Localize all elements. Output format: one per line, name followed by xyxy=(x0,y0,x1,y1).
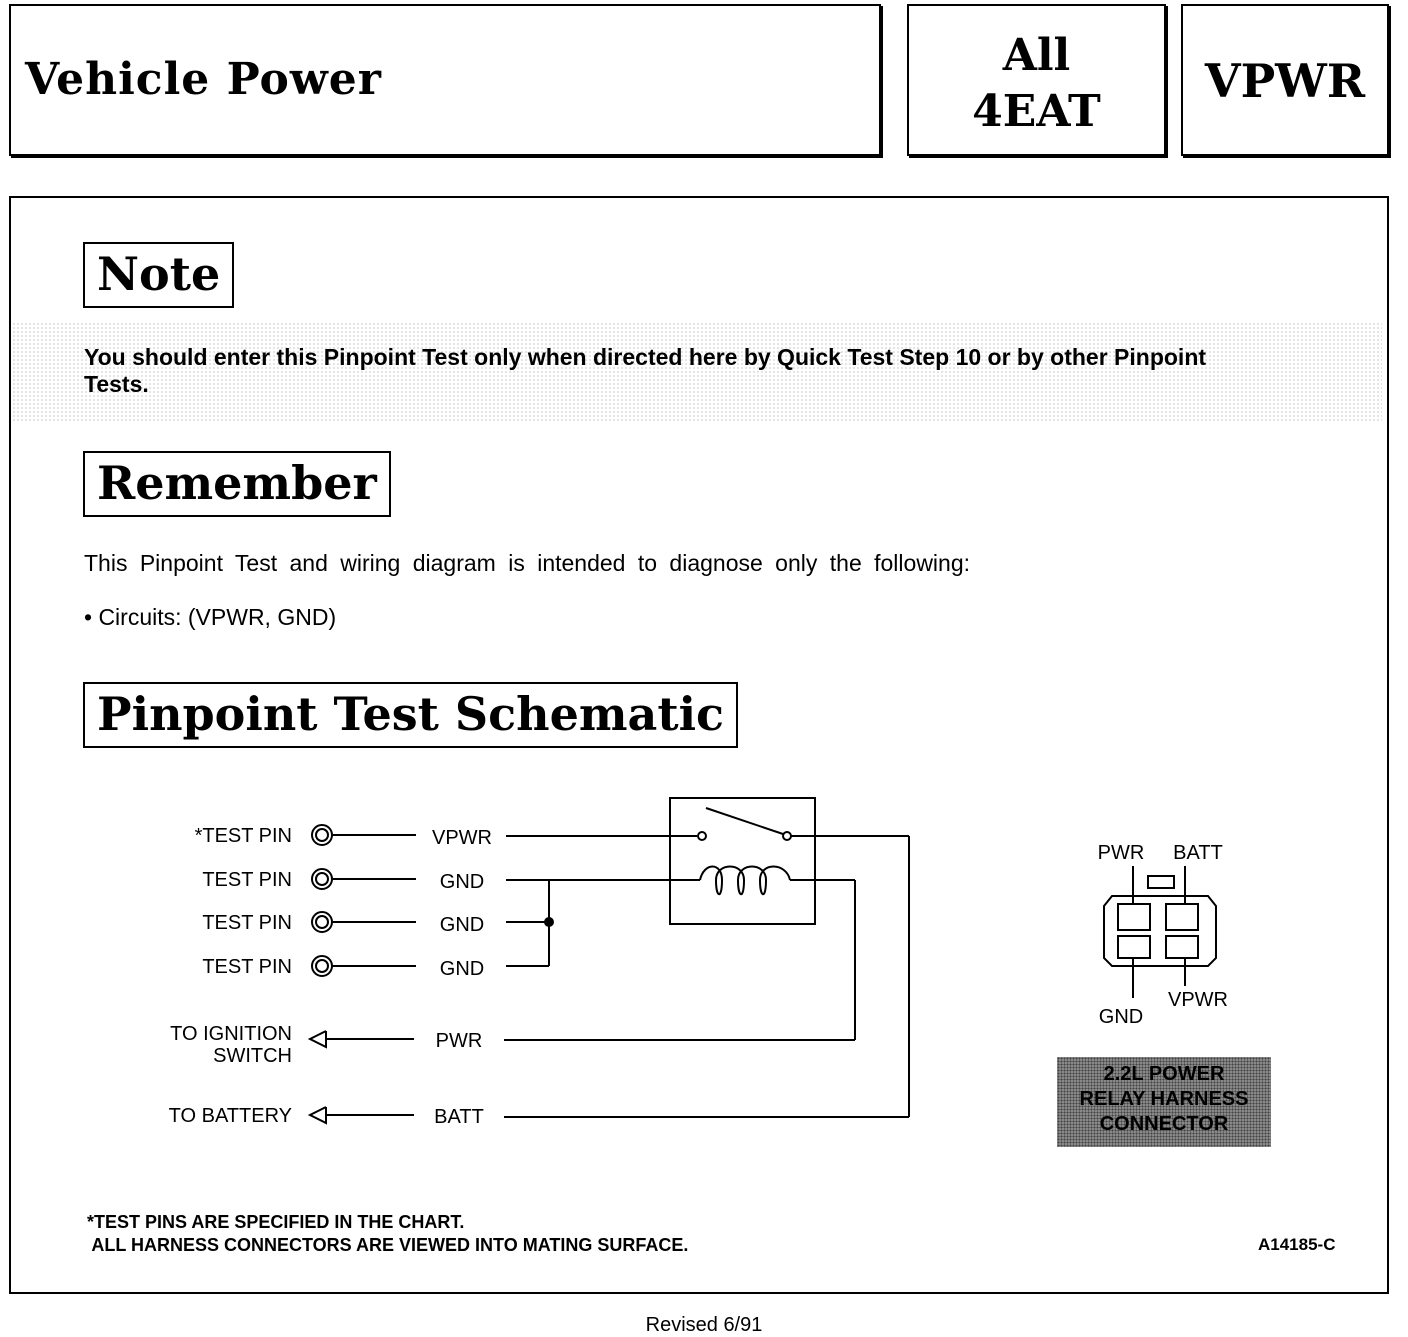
circuit-label-4: GND xyxy=(439,958,485,980)
pin-label-4: TEST PIN xyxy=(202,956,292,978)
remember-text: This Pinpoint Test and wiring diagram is intended to diagnose only the following: xyxy=(84,550,971,576)
connector-latch xyxy=(1148,876,1174,888)
revised-date: Revised 6/91 xyxy=(645,1314,763,1336)
ignition-label-1: TO IGNITION xyxy=(170,1023,292,1045)
connector-batt-label: BATT xyxy=(1173,842,1223,864)
pin-label-3: TEST PIN xyxy=(202,912,292,934)
test-code: VPWR xyxy=(1204,54,1366,108)
pin-label-1: *TEST PIN xyxy=(194,825,292,847)
connector-gnd-label: GND xyxy=(1098,1006,1144,1028)
application-line-2: 4EAT xyxy=(972,86,1101,137)
caption-line-2: RELAY HARNESS xyxy=(1079,1088,1249,1110)
note-heading: Note xyxy=(83,242,234,308)
remember-heading: Remember xyxy=(83,451,391,517)
circuits-bullet: • Circuits: (VPWR, GND) xyxy=(84,604,337,630)
relay-box xyxy=(670,798,815,924)
circuit-label-1: VPWR xyxy=(432,827,492,849)
connector-vpwr-label: VPWR xyxy=(1168,989,1228,1011)
relay-coil-icon xyxy=(700,867,790,895)
circuit-label-6: BATT xyxy=(434,1106,484,1128)
pin-label-2: TEST PIN xyxy=(202,869,292,891)
connector-caption xyxy=(1057,1057,1271,1147)
connector-pwr-label: PWR xyxy=(1097,842,1145,864)
circuit-label-2: GND xyxy=(439,871,485,893)
battery-label: TO BATTERY xyxy=(168,1105,292,1127)
caption-line-3: CONNECTOR xyxy=(1099,1113,1229,1135)
schematic-heading: Pinpoint Test Schematic xyxy=(83,682,738,748)
circuit-label-3: GND xyxy=(439,914,485,936)
ground-splice-dot xyxy=(544,917,554,927)
circuit-label-5: PWR xyxy=(435,1030,483,1052)
footnote: *TEST PINS ARE SPECIFIED IN THE CHART. ALL HARNESS CONNECTORS ARE VIEWED INTO MATING SURFACE. xyxy=(87,1212,689,1255)
ignition-arrow-icon xyxy=(310,1031,326,1047)
battery-arrow-icon xyxy=(310,1107,326,1123)
note-text: You should enter this Pinpoint Test only when directed here by Quick Test Step 10 or by other Pinpoint Tests. xyxy=(84,344,1207,397)
figure-id: A14185-C xyxy=(1258,1235,1336,1254)
page-title: Vehicle Power xyxy=(25,54,382,105)
application-line-1: All xyxy=(1002,30,1071,81)
caption-line-1: 2.2L POWER xyxy=(1103,1063,1225,1085)
ignition-label-2: SWITCH xyxy=(213,1045,292,1067)
